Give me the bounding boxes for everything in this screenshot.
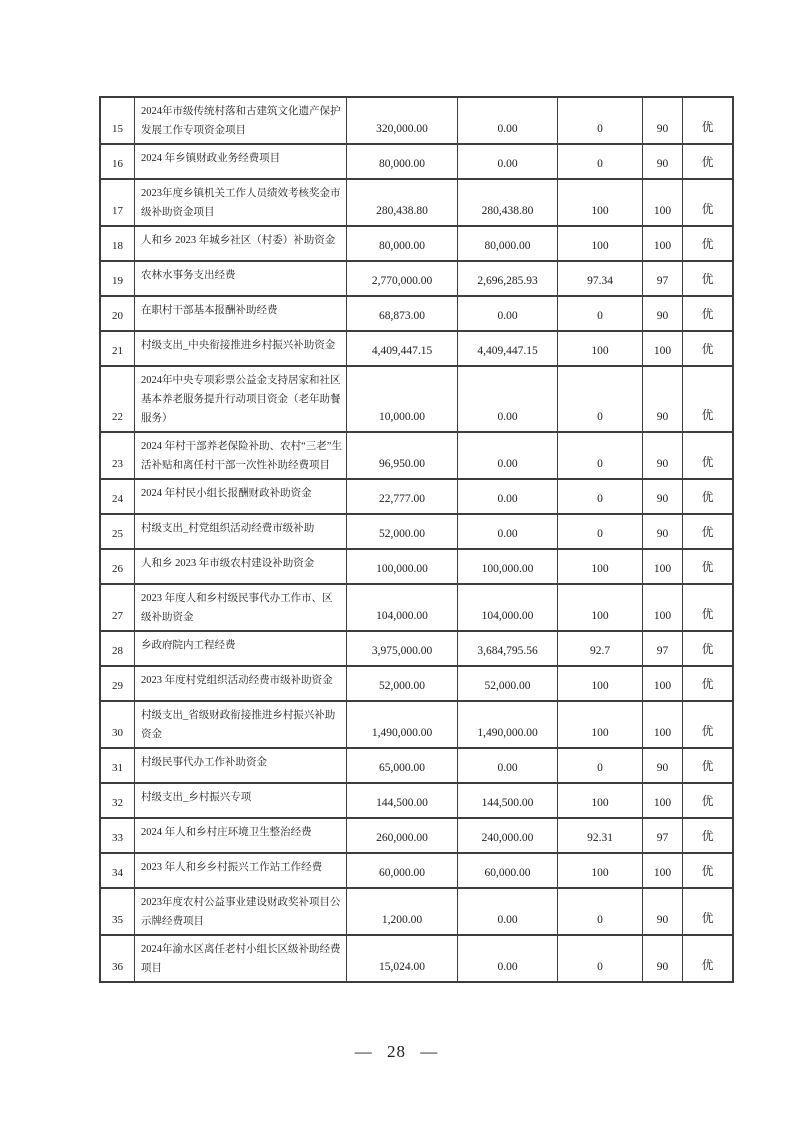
rating-cell: 优: [683, 479, 734, 514]
rating-cell: 优: [683, 584, 734, 631]
actual-expenditure-cell: 0.00: [458, 514, 558, 549]
score-cell: 100: [643, 584, 683, 631]
row-index-cell: 31: [100, 748, 135, 783]
rating-cell: 优: [683, 748, 734, 783]
row-index-cell: 20: [100, 296, 135, 331]
table-row: [100, 853, 733, 888]
execution-rate-cell: 100: [558, 331, 643, 366]
project-name-cell: 2023 年人和乡乡村振兴工作站工作经费: [135, 853, 347, 888]
budget-amount-cell: 100,000.00: [347, 549, 458, 584]
rating-cell: 优: [683, 701, 734, 748]
execution-rate-cell: 0: [558, 296, 643, 331]
rating-cell: 优: [683, 366, 734, 432]
table-row: [100, 97, 733, 144]
score-cell: 90: [643, 748, 683, 783]
budget-amount-cell: 96,950.00: [347, 432, 458, 479]
table-row: [100, 179, 733, 226]
row-index-cell: 18: [100, 226, 135, 261]
score-cell: 90: [643, 144, 683, 179]
row-index-cell: 33: [100, 818, 135, 853]
actual-expenditure-cell: 4,409,447.15: [458, 331, 558, 366]
project-name-cell: 2024 年乡镇财政业务经费项目: [135, 144, 347, 179]
actual-expenditure-cell: 1,490,000.00: [458, 701, 558, 748]
project-name-cell: 2024 年人和乡村庄环境卫生整治经费: [135, 818, 347, 853]
execution-rate-cell: 100: [558, 666, 643, 701]
project-name-cell: 人和乡 2023 年市级农村建设补助资金: [135, 549, 347, 584]
rating-cell: 优: [683, 549, 734, 584]
actual-expenditure-cell: 0.00: [458, 935, 558, 982]
score-cell: 100: [643, 783, 683, 818]
table-row: [100, 818, 733, 853]
project-name-cell: 人和乡 2023 年城乡社区（村委）补助资金: [135, 226, 347, 261]
project-name-cell: 2023 年度村党组织活动经费市级补助资金: [135, 666, 347, 701]
actual-expenditure-cell: 144,500.00: [458, 783, 558, 818]
score-cell: 100: [643, 179, 683, 226]
execution-rate-cell: 0: [558, 888, 643, 935]
budget-amount-cell: 22,777.00: [347, 479, 458, 514]
budget-amount-cell: 15,024.00: [347, 935, 458, 982]
budget-amount-cell: 2,770,000.00: [347, 261, 458, 296]
project-name-cell: 2024年渝水区离任老村小组长区级补助经费项目: [135, 935, 347, 982]
row-index-cell: 27: [100, 584, 135, 631]
project-name-cell: 村级支出_中央衔接推进乡村振兴补助资金: [135, 331, 347, 366]
rating-cell: 优: [683, 144, 734, 179]
project-name-cell: 2023年度乡镇机关工作人员绩效考核奖金市级补助资金项目: [135, 179, 347, 226]
rating-cell: 优: [683, 296, 734, 331]
rating-cell: 优: [683, 631, 734, 666]
row-index-cell: 19: [100, 261, 135, 296]
budget-amount-cell: 52,000.00: [347, 514, 458, 549]
score-cell: 100: [643, 853, 683, 888]
actual-expenditure-cell: 3,684,795.56: [458, 631, 558, 666]
rating-cell: 优: [683, 432, 734, 479]
score-cell: 90: [643, 366, 683, 432]
score-cell: 100: [643, 666, 683, 701]
budget-amount-cell: 1,490,000.00: [347, 701, 458, 748]
actual-expenditure-cell: 60,000.00: [458, 853, 558, 888]
budget-amount-cell: 1,200.00: [347, 888, 458, 935]
actual-expenditure-cell: 0.00: [458, 748, 558, 783]
execution-rate-cell: 100: [558, 179, 643, 226]
row-index-cell: 25: [100, 514, 135, 549]
budget-amount-cell: 104,000.00: [347, 584, 458, 631]
score-cell: 97: [643, 631, 683, 666]
project-name-cell: 2023 年度人和乡村级民事代办工作市、区级补助资金: [135, 584, 347, 631]
table-row: [100, 226, 733, 261]
project-name-cell: 乡政府院内工程经费: [135, 631, 347, 666]
table-row: [100, 549, 733, 584]
row-index-cell: 17: [100, 179, 135, 226]
execution-rate-cell: 0: [558, 144, 643, 179]
table-row: [100, 666, 733, 701]
table-row: [100, 144, 733, 179]
execution-rate-cell: 0: [558, 748, 643, 783]
project-name-cell: 2024 年村干部养老保险补助、农村“三老”生活补贴和离任村干部一次性补助经费项目: [135, 432, 347, 479]
budget-amount-cell: 68,873.00: [347, 296, 458, 331]
project-name-cell: 村级支出_省级财政衔接推进乡村振兴补助资金: [135, 701, 347, 748]
actual-expenditure-cell: 0.00: [458, 479, 558, 514]
table-row: [100, 935, 733, 982]
row-index-cell: 16: [100, 144, 135, 179]
actual-expenditure-cell: 0.00: [458, 97, 558, 144]
table-row: [100, 514, 733, 549]
page-number: [0, 1042, 793, 1062]
budget-amount-cell: 80,000.00: [347, 144, 458, 179]
project-name-cell: 村级支出_乡村振兴专项: [135, 783, 347, 818]
table-row: [100, 479, 733, 514]
score-cell: 100: [643, 549, 683, 584]
rating-cell: 优: [683, 666, 734, 701]
actual-expenditure-cell: 280,438.80: [458, 179, 558, 226]
rating-cell: 优: [683, 818, 734, 853]
score-cell: 90: [643, 432, 683, 479]
actual-expenditure-cell: 100,000.00: [458, 549, 558, 584]
project-performance-table-body: [100, 97, 733, 982]
score-cell: 100: [643, 701, 683, 748]
actual-expenditure-cell: 0.00: [458, 888, 558, 935]
rating-cell: 优: [683, 853, 734, 888]
row-index-cell: 15: [100, 97, 135, 144]
table-row: [100, 631, 733, 666]
budget-amount-cell: 80,000.00: [347, 226, 458, 261]
score-cell: 90: [643, 514, 683, 549]
table-row: [100, 432, 733, 479]
actual-expenditure-cell: 240,000.00: [458, 818, 558, 853]
budget-amount-cell: 10,000.00: [347, 366, 458, 432]
rating-cell: 优: [683, 514, 734, 549]
score-cell: 90: [643, 935, 683, 982]
actual-expenditure-cell: 0.00: [458, 296, 558, 331]
budget-amount-cell: 260,000.00: [347, 818, 458, 853]
row-index-cell: 28: [100, 631, 135, 666]
score-cell: 90: [643, 479, 683, 514]
rating-cell: 优: [683, 226, 734, 261]
table-row: [100, 701, 733, 748]
actual-expenditure-cell: 104,000.00: [458, 584, 558, 631]
rating-cell: 优: [683, 783, 734, 818]
execution-rate-cell: 92.31: [558, 818, 643, 853]
actual-expenditure-cell: 80,000.00: [458, 226, 558, 261]
execution-rate-cell: 0: [558, 97, 643, 144]
row-index-cell: 32: [100, 783, 135, 818]
execution-rate-cell: 0: [558, 479, 643, 514]
row-index-cell: 23: [100, 432, 135, 479]
execution-rate-cell: 100: [558, 853, 643, 888]
project-name-cell: 2024年中央专项彩票公益金支持居家和社区基本养老服务提升行动项目资金（老年助餐服务）: [135, 366, 347, 432]
actual-expenditure-cell: 0.00: [458, 366, 558, 432]
table-row: [100, 888, 733, 935]
table-row: [100, 261, 733, 296]
execution-rate-cell: 0: [558, 432, 643, 479]
actual-expenditure-cell: 52,000.00: [458, 666, 558, 701]
execution-rate-cell: 100: [558, 226, 643, 261]
rating-cell: 优: [683, 888, 734, 935]
project-name-cell: 在职村干部基本报酬补助经费: [135, 296, 347, 331]
execution-rate-cell: 100: [558, 783, 643, 818]
execution-rate-cell: 100: [558, 549, 643, 584]
page-number-text: — 28 —: [354, 1042, 439, 1061]
execution-rate-cell: 0: [558, 935, 643, 982]
table-row: [100, 331, 733, 366]
budget-amount-cell: 3,975,000.00: [347, 631, 458, 666]
execution-rate-cell: 92.7: [558, 631, 643, 666]
table-row: [100, 783, 733, 818]
score-cell: 100: [643, 226, 683, 261]
row-index-cell: 29: [100, 666, 135, 701]
actual-expenditure-cell: 0.00: [458, 432, 558, 479]
rating-cell: 优: [683, 179, 734, 226]
score-cell: 90: [643, 296, 683, 331]
actual-expenditure-cell: 2,696,285.93: [458, 261, 558, 296]
project-performance-table: [99, 96, 734, 983]
project-name-cell: 村级支出_村党组织活动经费市级补助: [135, 514, 347, 549]
rating-cell: 优: [683, 261, 734, 296]
row-index-cell: 26: [100, 549, 135, 584]
score-cell: 90: [643, 97, 683, 144]
budget-amount-cell: 144,500.00: [347, 783, 458, 818]
project-name-cell: 2024 年村民小组长报酬财政补助资金: [135, 479, 347, 514]
execution-rate-cell: 0: [558, 514, 643, 549]
budget-amount-cell: 280,438.80: [347, 179, 458, 226]
document-page-body: [99, 96, 734, 983]
project-name-cell: 村级民事代办工作补助资金: [135, 748, 347, 783]
project-name-cell: 2024年市级传统村落和古建筑文化遗产保护发展工作专项资金项目: [135, 97, 347, 144]
row-index-cell: 34: [100, 853, 135, 888]
execution-rate-cell: 97.34: [558, 261, 643, 296]
budget-amount-cell: 60,000.00: [347, 853, 458, 888]
project-name-cell: 2023年度农村公益事业建设财政奖补项目公示牌经费项目: [135, 888, 347, 935]
table-row: [100, 366, 733, 432]
execution-rate-cell: 100: [558, 584, 643, 631]
budget-amount-cell: 320,000.00: [347, 97, 458, 144]
rating-cell: 优: [683, 935, 734, 982]
rating-cell: 优: [683, 331, 734, 366]
table-row: [100, 584, 733, 631]
score-cell: 97: [643, 261, 683, 296]
execution-rate-cell: 0: [558, 366, 643, 432]
score-cell: 90: [643, 888, 683, 935]
row-index-cell: 24: [100, 479, 135, 514]
row-index-cell: 30: [100, 701, 135, 748]
row-index-cell: 35: [100, 888, 135, 935]
rating-cell: 优: [683, 97, 734, 144]
table-row: [100, 296, 733, 331]
actual-expenditure-cell: 0.00: [458, 144, 558, 179]
execution-rate-cell: 100: [558, 701, 643, 748]
budget-amount-cell: 52,000.00: [347, 666, 458, 701]
table-row: [100, 748, 733, 783]
score-cell: 97: [643, 818, 683, 853]
row-index-cell: 22: [100, 366, 135, 432]
row-index-cell: 36: [100, 935, 135, 982]
score-cell: 100: [643, 331, 683, 366]
budget-amount-cell: 4,409,447.15: [347, 331, 458, 366]
project-name-cell: 农林水事务支出经费: [135, 261, 347, 296]
budget-amount-cell: 65,000.00: [347, 748, 458, 783]
row-index-cell: 21: [100, 331, 135, 366]
